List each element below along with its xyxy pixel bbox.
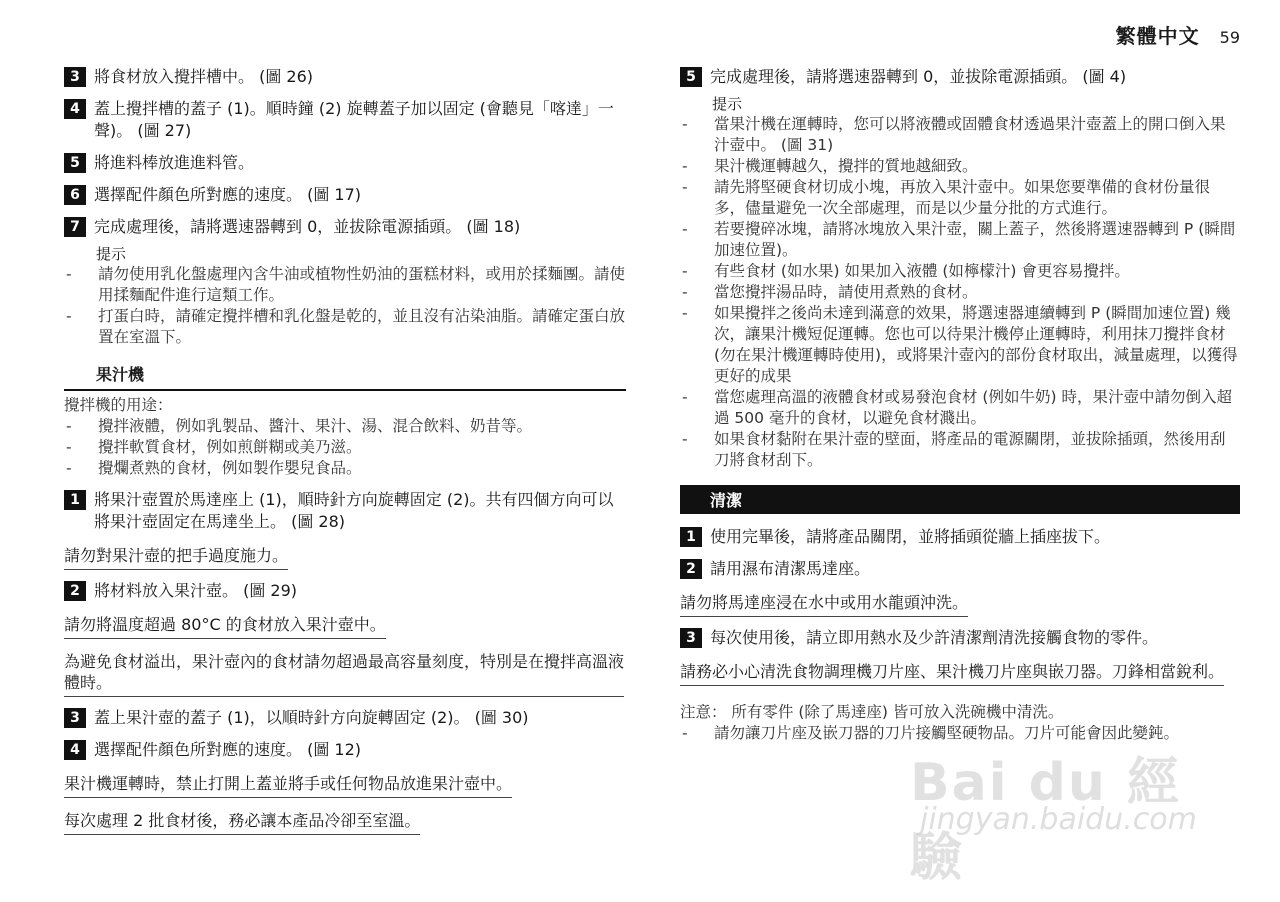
step-number: 6 [64, 185, 86, 205]
use-item: - 攪拌軟質食材，例如煎餅糊或美乃滋。 [66, 438, 362, 456]
step-text: 完成處理後，請將選速器轉到 0，並拔除電源插頭。 (圖 18) [94, 217, 521, 236]
step-number: 1 [680, 527, 702, 547]
step-item [64, 184, 626, 206]
step-item [680, 627, 1240, 649]
step-text: 請用濕布清潔馬達座。 [710, 559, 871, 578]
tip-item: - 當您處理高溫的液體食材或易發泡食材 (例如牛奶) 時，果汁壺中請勿倒入超過 500 毫升的食材，以避免食材濺出。 [682, 388, 1232, 427]
step-text: 將材料放入果汁壺。 (圖 29) [94, 581, 298, 600]
step-text: 選擇配件顏色所對應的速度。 (圖 12) [94, 740, 362, 759]
note-bullet: - 請勿讓刀片座及嵌刀器的刀片接觸堅硬物品。刀片可能會因此變鈍。 [682, 724, 1180, 742]
step-item [64, 152, 626, 174]
step-text: 將進料棒放進進料管。 [94, 153, 255, 172]
warning-text: 為避免食材溢出，果汁壺內的食材請勿超過最高容量刻度，特別是在攪拌高溫液體時。 [64, 651, 624, 697]
tip-item: - 若要攪碎冰塊，請將冰塊放入果汁壺，關上蓋子，然後將選速器轉到 P (瞬間加速位置)。 [682, 220, 1236, 259]
step-text: 將食材放入攪拌槽中。 (圖 26) [94, 67, 314, 86]
step-text: 蓋上果汁壺的蓋子 (1)，以順時針方向旋轉固定 (2)。 (圖 30) [94, 708, 529, 727]
section-title-blender: 果汁機 [64, 358, 626, 391]
watermark-url: jingyan.baidu.com [920, 802, 1197, 837]
page-header [1116, 20, 1240, 49]
section-title-cleaning: 清潔 [680, 485, 1240, 514]
step-number: 5 [64, 153, 86, 173]
step-text: 選擇配件顏色所對應的速度。 (圖 17) [94, 185, 362, 204]
warning-text: 請勿對果汁壺的把手過度施力。 [64, 545, 288, 570]
tip-item: - 果汁機運轉越久，攪拌的質地越細致。 [682, 157, 978, 175]
right-column [680, 66, 1240, 744]
warning-text: 請勿將溫度超過 80°C 的食材放入果汁壺中。 [64, 614, 386, 639]
tip-item: - 如果攪拌之後尚未達到滿意的效果，將選速器連續轉到 P (瞬間加速位置) 幾次，讓果汁機短促運轉。您也可以待果汁機停止運轉時，利用抹刀攪拌食材 (勿在果汁機運轉時使用)，或將果汁壺內的部份食材取出，減量處理，以獲得更好的成果 [682, 304, 1238, 385]
step-text: 使用完畢後，請將產品關閉，並將插頭從牆上插座拔下。 [710, 527, 1111, 546]
step-number: 4 [64, 740, 86, 760]
watermark [900, 740, 1220, 888]
warning-text: 請務必小心清洗食物調理機刀片座、果汁機刀片座與嵌刀器。刀鋒相當銳利。 [680, 661, 1224, 686]
tip-item: - 當您攪拌湯品時，請使用煮熟的食材。 [682, 283, 978, 301]
step-item [680, 526, 1240, 548]
step-number: 4 [64, 99, 86, 119]
left-column [64, 66, 626, 845]
step-number: 7 [64, 217, 86, 237]
use-item: - 攪爛煮熟的食材，例如製作嬰兒食品。 [66, 459, 362, 477]
step-item [680, 66, 1240, 88]
watermark-logo: Bai du 經驗 [910, 753, 1181, 888]
warning-text: 請勿將馬達座浸在水中或用水龍頭沖洗。 [680, 592, 968, 617]
step-number: 2 [64, 581, 86, 601]
tip-item: - 有些食材 (如水果) 如果加入液體 (如檸檬汁) 會更容易攪拌。 [682, 262, 1130, 280]
uses-intro: 攪拌機的用途： [64, 396, 173, 414]
tip-item: - 請勿使用乳化盤處理內含牛油或植物性奶油的蛋糕材料，或用於揉麵團。請使用揉麵配件進行這類工作。 [66, 265, 626, 304]
warning-text: 果汁機運轉時，禁止打開上蓋並將手或任何物品放進果汁壺中。 [64, 773, 512, 798]
language-label: 繁體中文 [1115, 24, 1200, 48]
use-item: - 攪拌液體，例如乳製品、醬汁、果汁、湯、混合飲料、奶昔等。 [66, 417, 533, 435]
tip-item: - 打蛋白時，請確定攪拌槽和乳化盤是乾的，並且沒有沾染油脂。請確定蛋白放置在室溫下。 [66, 307, 626, 346]
step-number: 3 [64, 67, 86, 87]
step-item [64, 489, 626, 533]
note-text: 注意： 所有零件 (除了馬達座) 皆可放入洗碗機中清洗。 [680, 703, 1064, 721]
step-number: 3 [680, 628, 702, 648]
tip-title: 提示 [712, 95, 743, 113]
step-number: 3 [64, 708, 86, 728]
step-item [680, 558, 1240, 580]
step-number: 5 [680, 67, 702, 87]
tip-item: - 如果食材黏附在果汁壺的壁面，將產品的電源關閉，並拔除插頭，然後用刮刀將食材刮下。 [682, 430, 1226, 469]
tip-item: - 請先將堅硬食材切成小塊，再放入果汁壺中。如果您要準備的食材份量很多，儘量避免一次全部處理，而是以少量分批的方式進行。 [682, 178, 1211, 217]
step-item [64, 580, 626, 602]
step-item [64, 739, 626, 761]
step-text: 每次使用後，請立即用熱水及少許清潔劑清洗接觸食物的零件。 [710, 628, 1159, 647]
step-text: 蓋上攪拌槽的蓋子 (1)。順時鐘 (2) 旋轉蓋子加以固定 (會聽見「喀達」一聲)。 (圖 27) [94, 99, 614, 140]
step-text: 完成處理後，請將選速器轉到 0，並拔除電源插頭。 (圖 4) [710, 67, 1127, 86]
tip-item: - 當果汁機在運轉時，您可以將液體或固體食材透過果汁壺蓋上的開口倒入果汁壺中。 (圖 31) [682, 115, 1226, 154]
step-item [64, 216, 626, 238]
step-text: 將果汁壺置於馬達座上 (1)，順時針方向旋轉固定 (2)。共有四個方向可以將果汁壺固定在馬達坐上。 (圖 28) [94, 490, 614, 531]
step-number: 2 [680, 559, 702, 579]
page-number: 59 [1219, 28, 1240, 47]
warning-text: 每次處理 2 批食材後，務必讓本產品冷卻至室溫。 [64, 810, 420, 835]
step-item [64, 98, 626, 142]
step-number: 1 [64, 490, 86, 510]
step-item [64, 707, 626, 729]
tip-title: 提示 [96, 245, 127, 263]
step-item [64, 66, 626, 88]
